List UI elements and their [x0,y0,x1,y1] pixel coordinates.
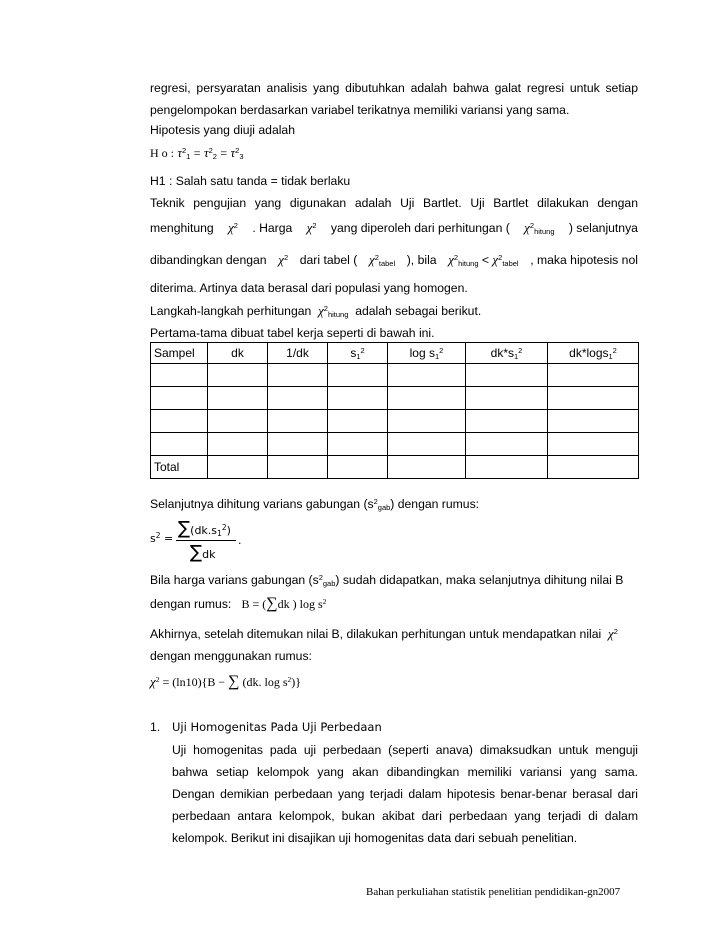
table-header-cell: dk*logs$_1^2$ [548,343,639,364]
paragraph-line: pengelompokan berdasarkan variabel terikatnya memiliki variansi yang sama. [150,103,570,117]
paragraph-line: regresi, persyaratan analisis yang dibutuhkan adalah bahwa galat regresi untuk setiap [150,81,638,95]
paragraph-line: Hipotesis yang diuji adalah [150,123,295,137]
table-row [151,364,639,387]
paragraph-line: bahwa setiap kelompok yang akan dibandingkan memiliki variansi yang sama. [172,765,638,779]
h1-statement: H1 : Salah satu tanda = tidak berlaku [150,174,351,188]
paragraph-line: Pertama-tama dibuat tabel kerja seperti di bawah ini. [150,326,435,340]
paragraph-line: Dengan demikian perbedaan yang terjadi dalam hipotesis benar-benar berasal dari [172,787,638,801]
work-table [150,342,639,479]
paragraph-line: perbedaan antara kelompok, bukan akibat dari perbedaan yang terjadi di dalam [172,809,638,823]
table-header-cell: Sampel [151,343,208,364]
paragraph-line: dengan rumus: B = (∑dk ) $\log s^2$ [150,595,327,612]
pooled-variance-formula: $s^2$ = $\sum(dk.s_1^2)$ ∑dk . [150,518,242,563]
table-header-cell: dk [208,343,268,364]
h0-formula: H o : $\tau^2_1 = \tau^2_2 = \tau^2_3$ [150,145,244,162]
b-formula: B = (∑dk ) $\log s^2$ [241,595,327,612]
paragraph-line: Akhirnya, setelah ditemukan nilai B, dilakukan perhitungan untuk mendapatkan nilai $\chi^2$ [150,626,618,641]
paragraph-line: Langkah-langkah perhitungan $\chi^2_{hitung}$ adalah sebagai berikut. [150,303,482,320]
table-header-cell: $dk*s_1^2$ [466,343,548,364]
table-total-row [151,456,639,479]
table-row [151,410,639,433]
paragraph-line: dengan menggunakan rumus: [150,649,312,663]
table-header-cell: 1/dk [268,343,328,364]
table-header-cell: $s_1^2$ [328,343,388,364]
paragraph-line: Uji homogenitas pada uji perbedaan (seperti anava) dimaksudkan untuk menguji [172,743,638,757]
chi-square-formula: $\chi^2 = (\ln 10)\{B$ − ∑ (dk. $\log s^2$)} [150,673,302,690]
table-header-row [151,343,639,364]
paragraph-line: Selanjutnya dihitung varians gabungan $(s^2_{gab})$ dengan rumus: [150,496,480,513]
page-footer: Bahan perkuliahan statistik penelitian pendidikan-gn2007 [366,886,621,898]
table-row [151,433,639,456]
table-header-cell: $\log s_1^2$ [388,343,466,364]
paragraph-line: dibandingkan dengan $\chi^2$ dari tabel ( $\chi^2_{tabel}$ ), bila $\chi^2_{hitung} < \chi^2_{tabel}$ , maka hipotesis nol [150,252,638,269]
section-number: 1. [150,720,161,734]
section-title: Uji Homogenitas Pada Uji Perbedaan [172,720,382,734]
paragraph-line: kelompok. Berikut ini disajikan uji homogenitas data dari sebuah penelitian. [172,831,578,845]
table-row [151,387,639,410]
paragraph-line: Bila harga varians gabungan $(s^2_{gab})$ sudah didapatkan, maka selanjutnya dihitung nilai B [150,572,624,589]
table-total-label: Total [151,456,208,479]
paragraph-line: diterima. Artinya data berasal dari populasi yang homogen. [150,281,468,295]
paragraph-line: menghitung $\chi^2$ . Harga $\chi^2$ yang diperoleh dari perhitungan ( $\chi^2_{hitung}$ ) selanjutnya [150,220,638,237]
h0-label: H o : [150,146,174,160]
paragraph-line: Teknik pengujian yang digunakan adalah Uji Bartlet. Uji Bartlet dilakukan dengan [150,196,638,210]
